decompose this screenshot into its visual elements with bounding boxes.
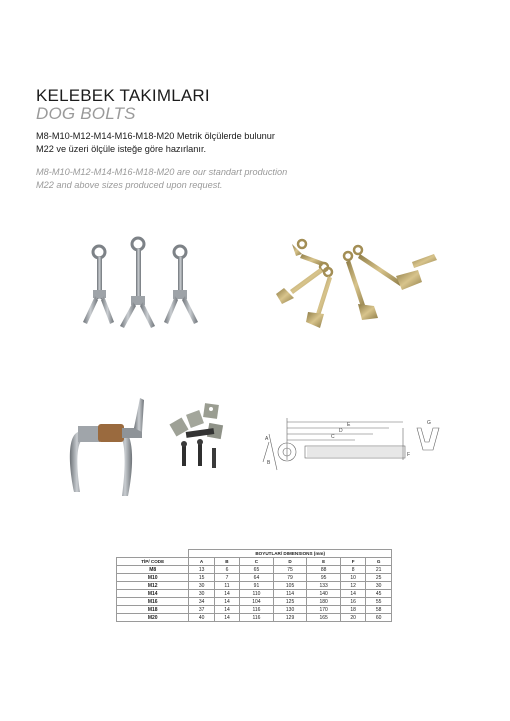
cell-g: 60 [366, 614, 392, 622]
cell-e: 140 [307, 590, 341, 598]
cell-c: 104 [240, 598, 274, 606]
table-row [117, 590, 392, 598]
cell-d: 114 [273, 590, 307, 598]
description-tr-line1: M8-M10-M12-M14-M16-M18-M20 Metrik ölçülerde bulunur [36, 131, 275, 141]
dimension-label-b: B [267, 460, 271, 466]
photo-hinged-dog-bolt [64, 392, 160, 502]
dimension-label-g: G [427, 420, 431, 426]
cell-d: 130 [273, 606, 307, 614]
description-en-line2: M22 and above sizes produced upon request. [36, 180, 223, 190]
photo-steel-dog-bolts [70, 232, 210, 332]
cell-f: 14 [340, 590, 365, 598]
table-row [117, 614, 392, 622]
dimension-label-f: F [407, 452, 411, 458]
photo-brass-dog-bolts [262, 232, 442, 337]
dimensions-group-header: BOYUTLAR/ DIMENSIONS (mm) [189, 550, 392, 558]
column-header-g: G [366, 558, 392, 566]
cell-e: 165 [307, 614, 341, 622]
cell-e: 95 [307, 574, 341, 582]
column-header-b: B [214, 558, 239, 566]
cell-f: 12 [340, 582, 365, 590]
cell-g: 58 [366, 606, 392, 614]
cell-code: M20 [117, 614, 189, 622]
cell-c: 64 [240, 574, 274, 582]
cell-e: 170 [307, 606, 341, 614]
technical-drawing [255, 412, 445, 472]
table-corner [117, 550, 189, 558]
cell-a: 13 [189, 566, 214, 574]
cell-g: 30 [366, 582, 392, 590]
dimensions-table [116, 549, 392, 622]
cell-f: 16 [340, 598, 365, 606]
cell-a: 40 [189, 614, 214, 622]
dimension-label-a: A [265, 436, 269, 442]
column-header-f: F [340, 558, 365, 566]
cell-code: M10 [117, 574, 189, 582]
cell-b: 11 [214, 582, 239, 590]
brass-bolt-5 [354, 246, 422, 290]
cell-code: M18 [117, 606, 189, 614]
table-column-header-row [117, 558, 392, 566]
cell-e: 180 [307, 598, 341, 606]
column-header-d: D [273, 558, 307, 566]
cell-f: 8 [340, 566, 365, 574]
description-english [36, 166, 336, 192]
cell-b: 14 [214, 606, 239, 614]
column-header-e: E [307, 558, 341, 566]
photo-loose-parts [162, 400, 244, 476]
cell-e: 133 [307, 582, 341, 590]
bolt-2 [120, 238, 155, 328]
description-en-line1: M8-M10-M12-M14-M16-M18-M20 are our standart production [36, 167, 288, 177]
cell-c: 116 [240, 606, 274, 614]
cell-b: 6 [214, 566, 239, 574]
cell-b: 14 [214, 590, 239, 598]
cell-d: 75 [273, 566, 307, 574]
cell-code: M12 [117, 582, 189, 590]
cell-code: M16 [117, 598, 189, 606]
title-turkish: KELEBEK TAKIMLARI [36, 86, 210, 105]
cell-c: 65 [240, 566, 274, 574]
table-row [117, 566, 392, 574]
cell-f: 18 [340, 606, 365, 614]
cell-d: 125 [273, 598, 307, 606]
dimension-label-e: E [347, 422, 351, 428]
brass-bolt-4 [344, 252, 378, 320]
cell-b: 7 [214, 574, 239, 582]
cell-g: 21 [366, 566, 392, 574]
description-tr-line2: M22 ve üzeri ölçüle isteğe göre hazırlanır. [36, 144, 207, 154]
dimension-label-c: C [331, 434, 335, 440]
brass-bolt-1 [292, 240, 324, 266]
brass-bolt-6 [412, 254, 437, 268]
table-row [117, 574, 392, 582]
dimension-label-d: D [339, 428, 343, 434]
table-group-header-row [117, 550, 392, 558]
title-english: DOG BOLTS [36, 104, 136, 123]
cell-g: 45 [366, 590, 392, 598]
cell-a: 30 [189, 590, 214, 598]
cell-a: 15 [189, 574, 214, 582]
cell-g: 25 [366, 574, 392, 582]
cell-a: 30 [189, 582, 214, 590]
cell-code: M8 [117, 566, 189, 574]
column-header-code: TİP/ CODE [117, 558, 189, 566]
cell-f: 10 [340, 574, 365, 582]
table-row [117, 606, 392, 614]
table-row [117, 598, 392, 606]
cell-g: 55 [366, 598, 392, 606]
column-header-c: C [240, 558, 274, 566]
bolt-1 [83, 246, 114, 324]
cell-c: 116 [240, 614, 274, 622]
bolt-3 [164, 246, 198, 324]
brass-bolt-2 [276, 263, 328, 304]
cell-c: 91 [240, 582, 274, 590]
cell-b: 14 [214, 614, 239, 622]
description-turkish [36, 130, 336, 156]
cell-b: 14 [214, 598, 239, 606]
column-header-a: A [189, 558, 214, 566]
cell-a: 37 [189, 606, 214, 614]
cell-c: 110 [240, 590, 274, 598]
cell-d: 105 [273, 582, 307, 590]
cell-f: 20 [340, 614, 365, 622]
cell-e: 88 [307, 566, 341, 574]
cell-code: M14 [117, 590, 189, 598]
table-row [117, 582, 392, 590]
cell-a: 34 [189, 598, 214, 606]
cell-d: 79 [273, 574, 307, 582]
cell-d: 129 [273, 614, 307, 622]
